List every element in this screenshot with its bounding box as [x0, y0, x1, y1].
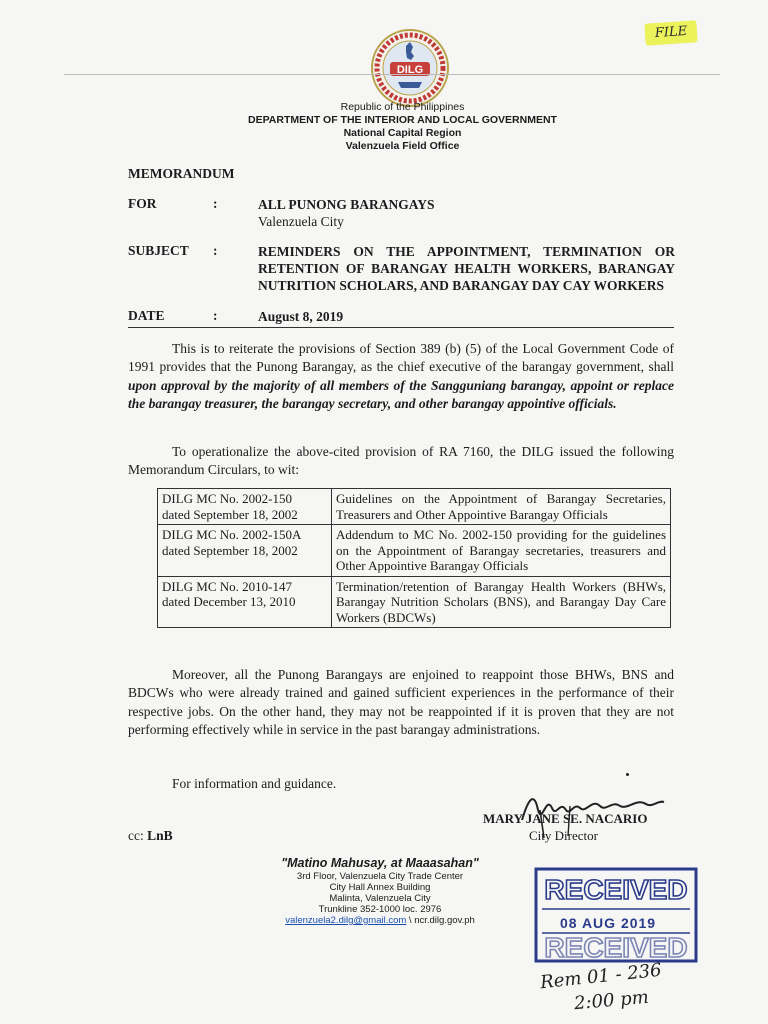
table-row [158, 489, 671, 525]
footer [240, 855, 520, 926]
table-row [158, 576, 671, 628]
paragraph-3-text: Moreover, all the Punong Barangays are enjoined to reappoint those BHWs, BNS and BDCWs who were already trained and gained sufficient experiences in the performance of their respective jobs. On the other hand, they may not be reappointed if it is proven that they are not performing effectively while in service in the past barangay administrations. [128, 667, 674, 737]
circular-ref: DILG MC No. 2002-150A [162, 527, 302, 542]
trunkline: Trunkline 352-1000 loc. 2976 [318, 904, 442, 915]
cc-label: cc: [128, 828, 144, 843]
memo-title: MEMORANDUM [128, 166, 235, 181]
circular-ref: DILG MC No. 2010-147 [162, 578, 292, 594]
for-colon: : [213, 196, 218, 211]
table-row [158, 525, 671, 577]
department-line: DEPARTMENT OF THE INTERIOR AND LOCAL GOVERNMENT [248, 114, 557, 126]
svg-text:DILG: DILG [396, 64, 424, 76]
republic-line: Republic of the Philippines [340, 101, 465, 113]
addressee: ALL PUNONG BARANGAYS [258, 197, 435, 212]
website: \ ncr.dilg.gov.ph [406, 915, 475, 926]
circular-ref: DILG MC No. 2002-150 [162, 491, 292, 506]
for-value [258, 196, 435, 230]
paragraph-3 [128, 666, 674, 739]
motto: "Matino Mahusay, at Maaasahan" [281, 856, 479, 870]
date-rule [128, 327, 674, 328]
handwritten-time: 2:00 pm [573, 986, 650, 1015]
date-value: August 8, 2019 [258, 309, 344, 324]
signer-name: MARY JANE SE. NACARIO [483, 811, 648, 826]
paragraph-1-emphasis: upon approval by the majority of all members of the Sangguniang barangay, appoint or replace the barangay treasurer, the barangay secretary, and other barangay appointive officials. [128, 377, 674, 411]
address-line-2: City Hall Annex Building [329, 882, 431, 893]
circulars-table [157, 488, 671, 628]
circular-ref-cell [158, 525, 332, 577]
stamp-date: 08 AUG 2019 [560, 915, 657, 931]
file-annotation: FILE [644, 20, 697, 46]
subject-label: SUBJECT [128, 243, 189, 258]
office-line: Valenzuela Field Office [345, 140, 460, 152]
circular-desc-cell: Termination/retention of Barangay Health Workers (BHWs, Barangay Nutrition Scholars (BNS), and Barangay Day Care Workers (BDCWs) [332, 576, 671, 628]
signer-title: City Director [529, 828, 598, 843]
contact-line [240, 915, 520, 926]
subject-colon: : [213, 243, 218, 258]
circular-desc-cell: Addendum to MC No. 2002-150 providing for the guidelines on the Appointment of Barangay secretaries, treasurers and Other Appointive Barangay Officials [332, 525, 671, 577]
svg-text:RECEIVED: RECEIVED [544, 932, 688, 963]
circular-desc-cell: Guidelines on the Appointment of Barangay Secretaries, Treasurers and Other Appointive Barangay Officials [332, 489, 671, 525]
paragraph-4-text: For information and guidance. [172, 776, 337, 791]
handwritten-reference: Rem 01 - 236 [539, 959, 663, 994]
signature-dot [626, 773, 629, 776]
cc-value: LnB [147, 828, 173, 843]
address-line-3: Malinta, Valenzuela City [329, 893, 431, 904]
paragraph-1-text: This is to reiterate the provisions of Section 389 (b) (5) of the Local Government Code of 1991 provides that the Punong Barangay, as the chief executive of the barangay government, shall [128, 341, 674, 375]
paragraph-2 [128, 443, 674, 480]
email-link[interactable]: valenzuela2.dilg@gmail.com [285, 915, 407, 926]
letterhead [0, 101, 768, 153]
circular-date: dated December 13, 2010 [162, 594, 296, 609]
date-colon: : [213, 308, 218, 323]
paragraph-2-text: To operationalize the above-cited provision of RA 7160, the DILG issued the following Memorandum Circulars, to wit: [128, 444, 674, 478]
region-line: National Capital Region [343, 127, 462, 139]
header-rule [64, 74, 720, 75]
paragraph-1 [128, 340, 674, 413]
circular-date: dated September 18, 2002 [162, 542, 298, 558]
dilg-seal-logo [370, 28, 450, 108]
circular-date: dated September 18, 2002 [162, 506, 298, 522]
subject-value: REMINDERS ON THE APPOINTMENT, TERMINATION OR RETENTION OF BARANGAY HEALTH WORKERS, BARANGAY NUTRITION SCHOLARS, AND BARANGAY DAY CAY WORKERS [258, 244, 675, 293]
circular-ref-cell [158, 576, 332, 628]
svg-text:RECEIVED: RECEIVED [544, 874, 688, 905]
date-label: DATE [128, 308, 165, 323]
address-line-1: 3rd Floor, Valenzuela City Trade Center [296, 871, 464, 882]
for-label: FOR [128, 196, 157, 211]
cc-line [128, 828, 173, 844]
circular-ref-cell [158, 489, 332, 525]
addressee-city: Valenzuela City [258, 214, 344, 229]
